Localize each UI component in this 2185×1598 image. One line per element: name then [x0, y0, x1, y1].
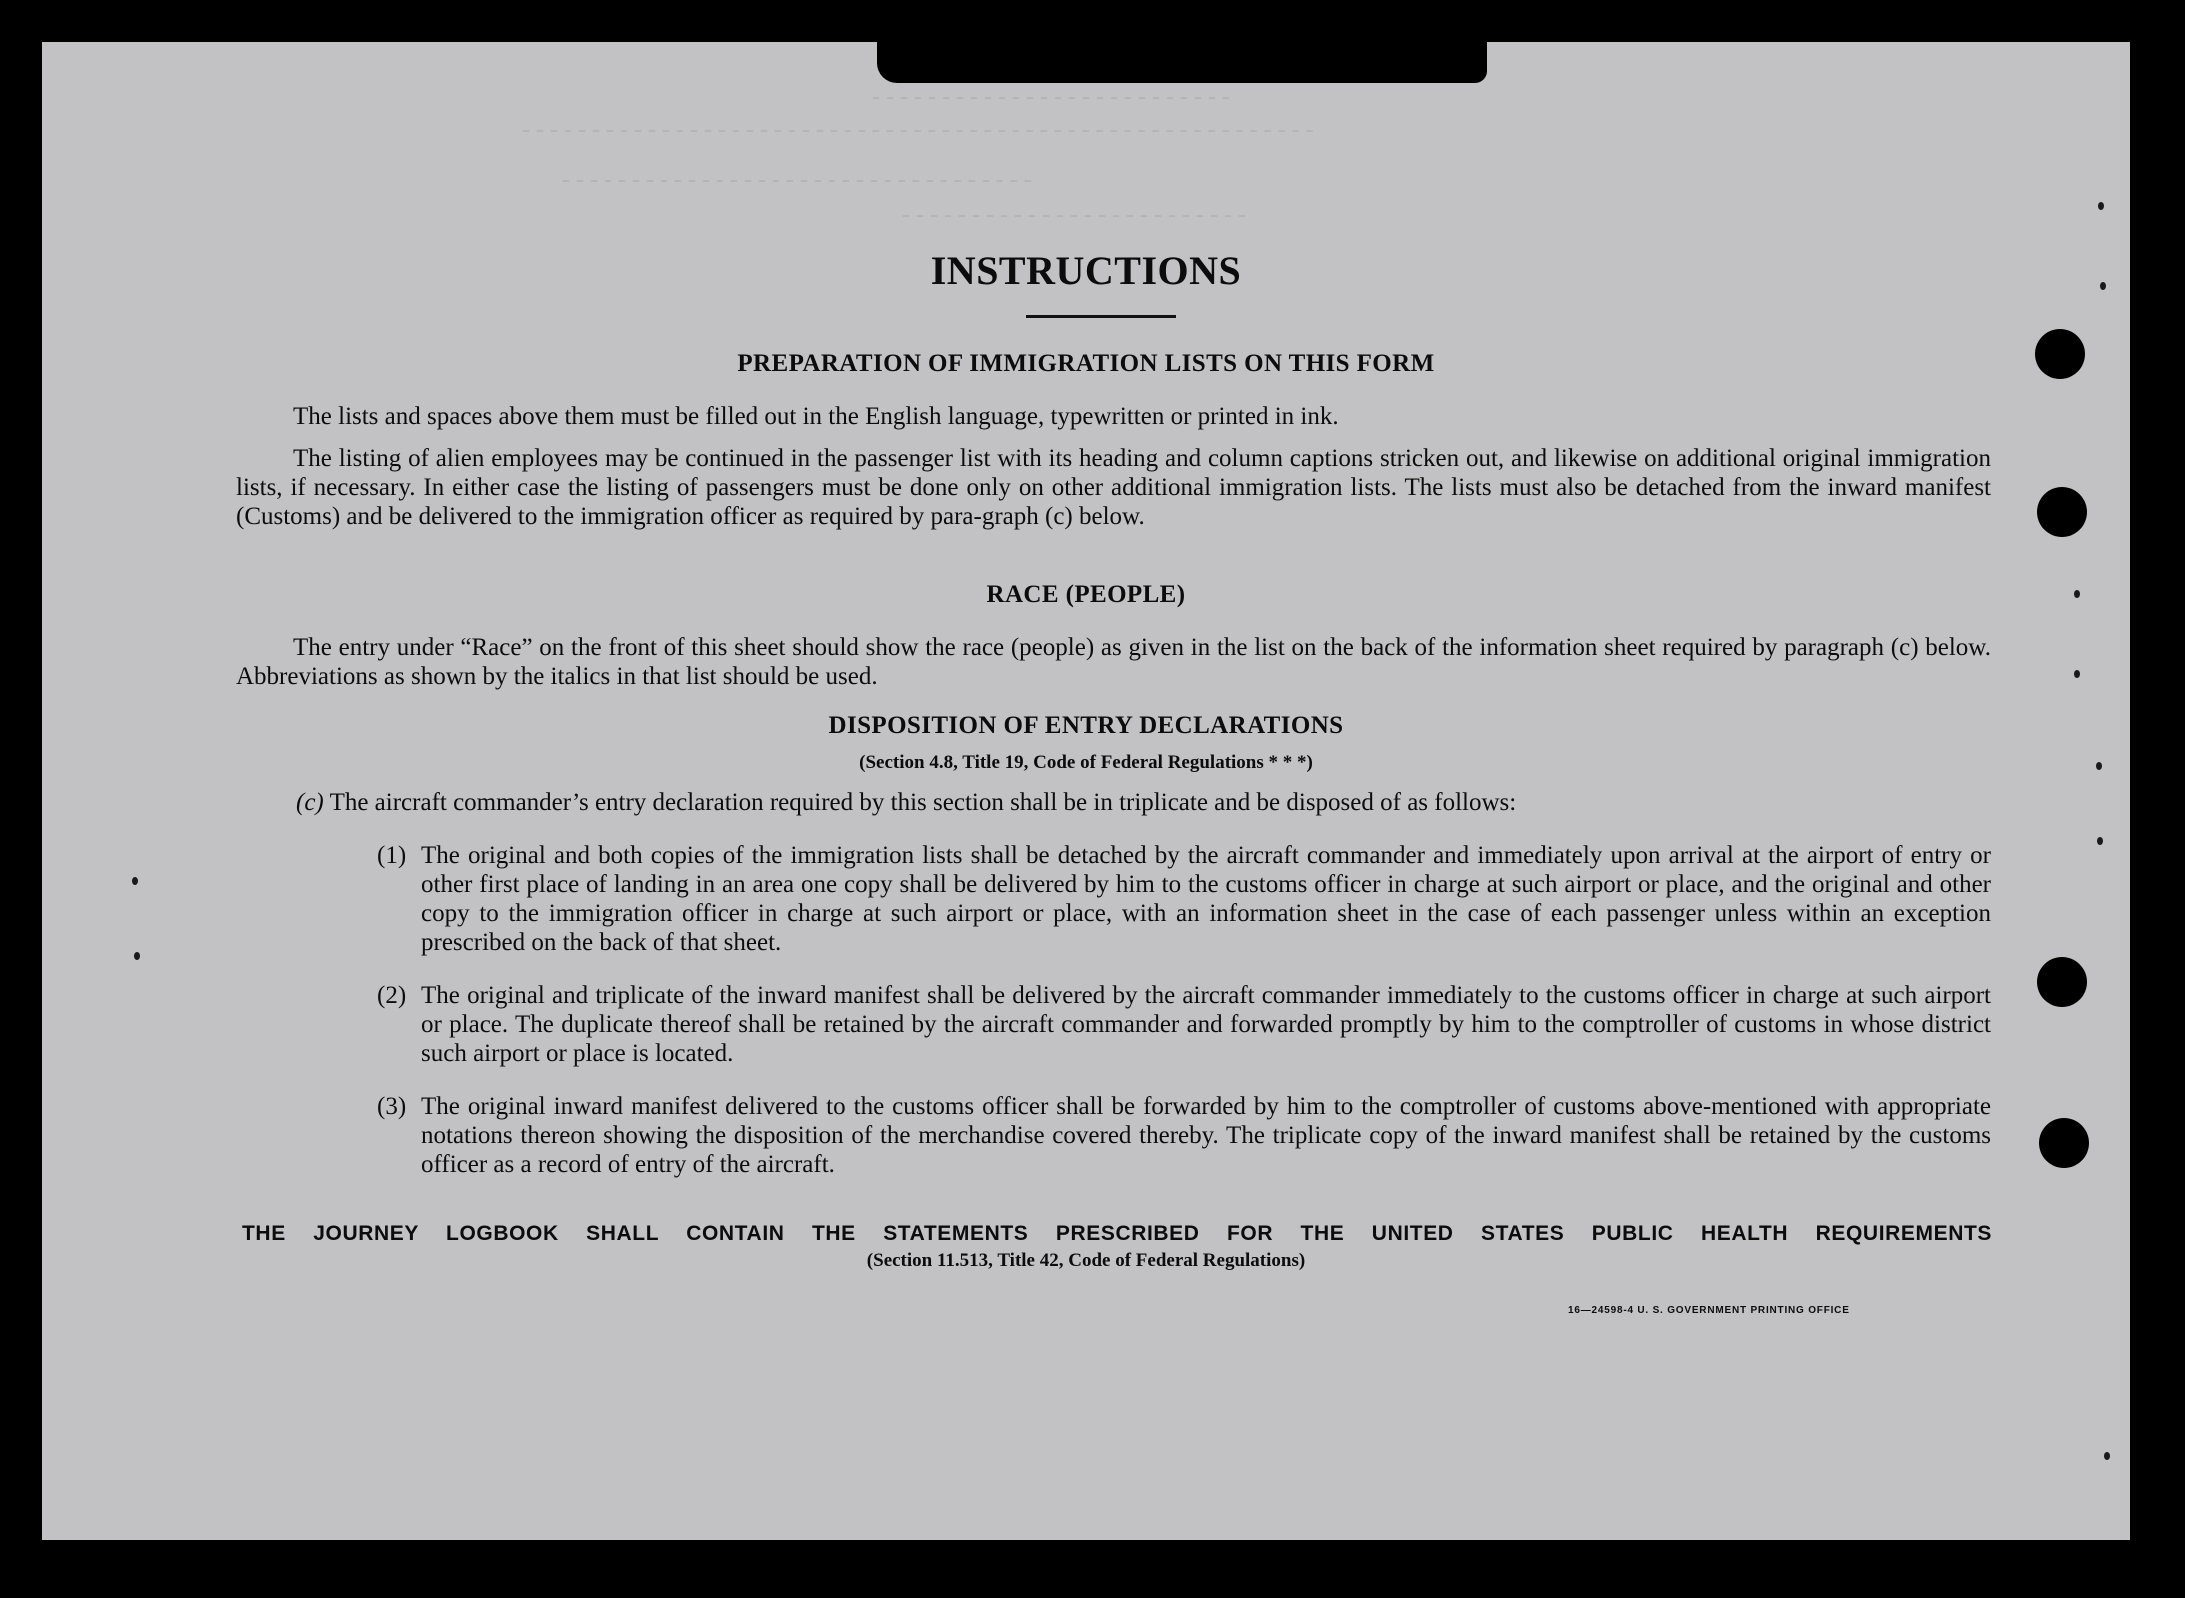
- clause-c-label: (c): [296, 789, 324, 816]
- section-heading-disposition: DISPOSITION OF ENTRY DECLARATIONS: [828, 712, 1344, 739]
- disposition-citation: (Section 4.8, Title 19, Code of Federal Regulations * * *): [859, 752, 1313, 773]
- ink-speck: [132, 877, 138, 885]
- punch-hole: [2039, 1118, 2089, 1168]
- health-requirements-statement: THE JOURNEY LOGBOOK SHALL CONTAIN THE STATEMENTS PRESCRIBED FOR THE UNITED STATES PUBLIC HEALTH REQUIREMENTS: [242, 1222, 1992, 1245]
- show-through-text: - - - - - - - - - - - - - - - - - - - - - - - - - - - - - - - - - -: [562, 167, 1032, 193]
- preparation-paragraph-2: The listing of alien employees may be continued in the passenger list with its heading and column captions stricken out, and likewise on additional original immigration lists, if necessary. In either case the listing of passengers must be done only on other additional immigration lists. The lists must also be detached from the inward manifest (Customs) and be delivered to the immigration officer as required by para-graph (c) below.: [236, 445, 1991, 530]
- punch-hole: [2037, 487, 2087, 537]
- section-heading-preparation: PREPARATION OF IMMIGRATION LISTS ON THIS FORM: [737, 350, 1435, 377]
- ink-speck: [2097, 837, 2103, 845]
- title-underline: [1026, 315, 1176, 318]
- clause-c-text: The aircraft commander’s entry declaration required by this section shall be in triplicate and be disposed of as follows:: [329, 789, 1517, 816]
- clause-c: [296, 788, 1991, 817]
- clause-item: [345, 841, 1991, 957]
- page-title: INSTRUCTIONS: [930, 248, 1242, 293]
- printer-imprint: 16—24598-4 U. S. GOVERNMENT PRINTING OFFICE: [1568, 1305, 1850, 1316]
- show-through-text: - - - - - - - - - - - - - - - - - - - - - - - - - -: [872, 84, 1230, 110]
- show-through-text: - - - - - - - - - - - - - - - - - - - - - - - - - - - - - - - - - - - - - - - - - - - - - - - - - - - - - - - - -: [522, 117, 1314, 143]
- ink-speck: [2104, 1452, 2110, 1460]
- clause-item-text: The original and triplicate of the inward manifest shall be delivered by the aircraft commander immediately to the customs officer in charge at such airport or place. The duplicate thereof shall be retained by the aircraft commander and forwarded promptly by him to the comptroller of customs in whose district such airport or place is located.: [421, 982, 1991, 1067]
- preparation-paragraph-1: The lists and spaces above them must be filled out in the English language, typewritten or printed in ink.: [293, 403, 1339, 430]
- ink-speck: [134, 952, 140, 960]
- race-paragraph: The entry under “Race” on the front of this sheet should show the race (people) as given in the list on the back of the information sheet required by paragraph (c) below. Abbreviations as shown by the italics in that list should be used.: [236, 634, 1991, 690]
- health-requirements-citation: (Section 11.513, Title 42, Code of Federal Regulations): [866, 1250, 1306, 1271]
- clause-item-number: (1): [377, 842, 407, 869]
- clause-item-number: (2): [377, 982, 407, 1009]
- top-notch: [877, 40, 1487, 83]
- show-through-text: - - - - - - - - - - - - - - - - - - - - - - - - -: [902, 202, 1246, 228]
- ink-speck: [2074, 670, 2080, 678]
- punch-hole: [2037, 957, 2087, 1007]
- document-sheet: [42, 42, 2130, 1540]
- clause-item: [345, 981, 1991, 1068]
- ink-speck: [2098, 202, 2104, 210]
- clause-item-text: The original and both copies of the immigration lists shall be detached by the aircraft commander and immediately upon arrival at the airport of entry or other first place of landing in an area one copy shall be delivered by him to the customs officer in charge at such airport or place, and the original and other copy to the immigration officer in charge at such airport or place, with an information sheet in the case of each passenger unless within an exception prescribed on the back of that sheet.: [421, 842, 1991, 956]
- clause-item-text: The original inward manifest delivered to the customs officer shall be forwarded by him to the comptroller of customs above-mentioned with appropriate notations thereon showing the disposition of the merchandise covered thereby. The triplicate copy of the inward manifest shall be retained by the customs officer as a record of entry of the aircraft.: [421, 1093, 1991, 1178]
- clause-item: [345, 1092, 1991, 1179]
- clause-item-number: (3): [377, 1093, 407, 1120]
- section-heading-race: RACE (PEOPLE): [986, 581, 1186, 608]
